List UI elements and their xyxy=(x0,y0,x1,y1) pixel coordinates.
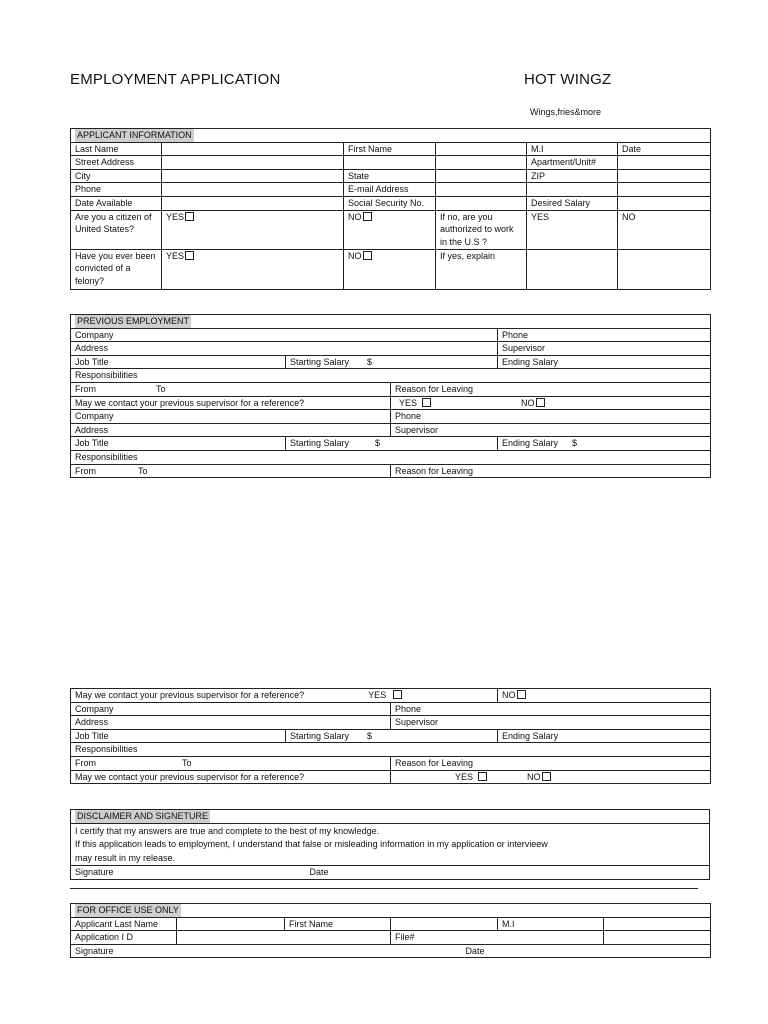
checkbox-icon[interactable] xyxy=(185,212,194,221)
label-contact-question: May we contact your previous supervisor for a reference? xyxy=(71,770,391,784)
file-number-field[interactable] xyxy=(604,931,711,945)
starting-salary-field[interactable]: Starting Salary $ xyxy=(286,729,498,743)
reason-for-leaving-field[interactable]: Reason for Leaving xyxy=(391,464,711,478)
first-name-field[interactable] xyxy=(391,917,498,931)
label-mi: M.I xyxy=(498,917,604,931)
checkbox-icon[interactable] xyxy=(363,212,372,221)
section-heading: FOR OFFICE USE ONLY xyxy=(77,905,179,915)
company-field[interactable]: Company xyxy=(71,702,391,716)
starting-salary-field[interactable]: Starting Salary $ xyxy=(286,437,498,451)
blank-cell xyxy=(618,183,711,197)
job-title-field[interactable]: Job Title xyxy=(71,729,286,743)
contact-no-option[interactable]: NO xyxy=(498,689,711,703)
office-use-table xyxy=(70,903,711,958)
explain-field[interactable] xyxy=(527,249,618,289)
ssn-field[interactable] xyxy=(436,196,527,210)
label-city: City xyxy=(71,169,162,183)
ending-salary-field[interactable]: Ending Salary xyxy=(498,729,711,743)
office-signature-date-field[interactable]: Signature Date xyxy=(71,944,711,958)
zip-field[interactable] xyxy=(618,169,711,183)
ending-salary-field[interactable]: Ending Salary $ xyxy=(498,437,711,451)
label-date-available: Date Available xyxy=(71,196,162,210)
company-field[interactable]: Company xyxy=(71,410,391,424)
reason-for-leaving-field[interactable]: Reason for Leaving xyxy=(391,756,711,770)
first-name-field[interactable] xyxy=(436,142,527,156)
previous-employment-table xyxy=(70,314,711,478)
company-tagline: Wings,fries&more xyxy=(530,107,602,117)
starting-salary-field[interactable]: Starting Salary $ xyxy=(286,355,498,369)
city-field[interactable] xyxy=(162,169,344,183)
section-heading: PREVIOUS EMPLOYMENT xyxy=(77,316,190,326)
supervisor-field[interactable]: Supervisor xyxy=(391,423,711,437)
responsibilities-field[interactable]: Responsibilities xyxy=(71,743,711,757)
felony-no-option[interactable]: NO xyxy=(344,249,436,289)
label-zip: ZIP xyxy=(527,169,618,183)
section-heading: APPLICANT INFORMATION xyxy=(77,130,192,140)
label-state: State xyxy=(344,169,436,183)
address-field[interactable]: Address xyxy=(71,423,391,437)
label-phone: Phone xyxy=(71,183,162,197)
label-application-id: Application I D xyxy=(71,931,177,945)
blank-cell xyxy=(344,156,436,170)
street-address-field[interactable] xyxy=(162,156,344,170)
checkbox-icon[interactable] xyxy=(478,772,487,781)
checkbox-icon[interactable] xyxy=(185,251,194,260)
checkbox-icon[interactable] xyxy=(517,690,526,699)
disclaimer-text: I certify that my answers are true and complete to the best of my knowledge. If this application leads to employment, I understand that false or misleading information in my application or intervieew may result in my release. xyxy=(71,823,710,866)
application-id-field[interactable] xyxy=(177,931,391,945)
label-citizen-question: Are you a citizen of United States? xyxy=(71,210,162,249)
label-mi: M.I xyxy=(527,142,618,156)
address-field[interactable]: Address xyxy=(71,342,498,356)
responsibilities-field[interactable]: Responsibilities xyxy=(71,369,711,383)
felony-yes-option[interactable]: YES xyxy=(162,249,344,289)
label-felony-question: Have you ever been convicted of a felony? xyxy=(71,249,162,289)
phone-field[interactable]: Phone xyxy=(391,410,711,424)
job-title-field[interactable]: Job Title xyxy=(71,437,286,451)
phone-field[interactable]: Phone xyxy=(391,702,711,716)
label-file-number: File# xyxy=(391,931,604,945)
contact-options[interactable]: YES NO xyxy=(391,396,711,410)
citizen-yes-option[interactable]: YES xyxy=(162,210,344,249)
label-email: E-mail Address xyxy=(344,183,436,197)
citizen-no-option[interactable]: NO xyxy=(344,210,436,249)
label-contact-question: May we contact your previous supervisor for a reference? xyxy=(71,396,391,410)
checkbox-icon[interactable] xyxy=(393,690,402,699)
applicant-last-name-field[interactable] xyxy=(177,917,285,931)
responsibilities-field[interactable]: Responsibilities xyxy=(71,450,711,464)
from-to-field[interactable]: From To xyxy=(71,382,391,396)
from-to-field[interactable]: From To xyxy=(71,464,391,478)
label-desired-salary: Desired Salary xyxy=(527,196,618,210)
label-first-name: First Name xyxy=(285,917,391,931)
ending-salary-field[interactable]: Ending Salary xyxy=(498,355,711,369)
divider-line xyxy=(70,888,698,889)
label-authorized-question: If no, are you authorized to work in the U.S ? xyxy=(436,210,527,249)
previous-employment-continued-table xyxy=(70,688,711,784)
state-field[interactable] xyxy=(436,169,527,183)
desired-salary-field[interactable] xyxy=(618,196,711,210)
contact-question-row[interactable]: May we contact your previous supervisor for a reference? YES xyxy=(71,689,498,703)
checkbox-icon[interactable] xyxy=(363,251,372,260)
from-to-field[interactable]: From To xyxy=(71,756,391,770)
company-field[interactable]: Company xyxy=(71,328,498,342)
disclaimer-table xyxy=(70,809,710,880)
checkbox-icon[interactable] xyxy=(536,398,545,407)
section-heading: DISCLAIMER AND SIGNETURE xyxy=(77,811,209,821)
checkbox-icon[interactable] xyxy=(542,772,551,781)
label-date: Date xyxy=(618,142,711,156)
contact-options[interactable]: YES NO xyxy=(391,770,711,784)
form-title: EMPLOYMENT APPLICATION xyxy=(70,71,281,88)
blank-cell xyxy=(527,183,618,197)
checkbox-icon[interactable] xyxy=(422,398,431,407)
apartment-field[interactable] xyxy=(618,156,711,170)
job-title-field[interactable]: Job Title xyxy=(71,355,286,369)
label-first-name: First Name xyxy=(344,142,436,156)
label-apartment: Apartment/Unit# xyxy=(527,156,618,170)
company-name: HOT WINGZ xyxy=(524,71,612,88)
label-explain: If yes, explain xyxy=(436,249,527,289)
email-field[interactable] xyxy=(436,183,527,197)
blank-cell xyxy=(436,156,527,170)
label-applicant-last-name: Applicant Last Name xyxy=(71,917,177,931)
signature-date-field[interactable]: Signature Date xyxy=(71,866,710,880)
label-ssn: Social Security No. xyxy=(344,196,436,210)
label-street-address: Street Address xyxy=(71,156,162,170)
address-field[interactable]: Address xyxy=(71,716,391,730)
phone-field[interactable] xyxy=(162,183,344,197)
applicant-information-table xyxy=(70,128,711,290)
supervisor-field[interactable]: Supervisor xyxy=(498,342,711,356)
authorized-yes-option[interactable]: YES xyxy=(527,210,618,249)
date-available-field[interactable] xyxy=(162,196,344,210)
explain-field-2[interactable] xyxy=(618,249,711,289)
phone-field[interactable]: Phone xyxy=(498,328,711,342)
label-last-name: Last Name xyxy=(71,142,162,156)
mi-field[interactable] xyxy=(604,917,711,931)
authorized-no-option[interactable]: NO xyxy=(618,210,711,249)
supervisor-field[interactable]: Supervisor xyxy=(391,716,711,730)
reason-for-leaving-field[interactable]: Reason for Leaving xyxy=(391,382,711,396)
last-name-field[interactable] xyxy=(162,142,344,156)
